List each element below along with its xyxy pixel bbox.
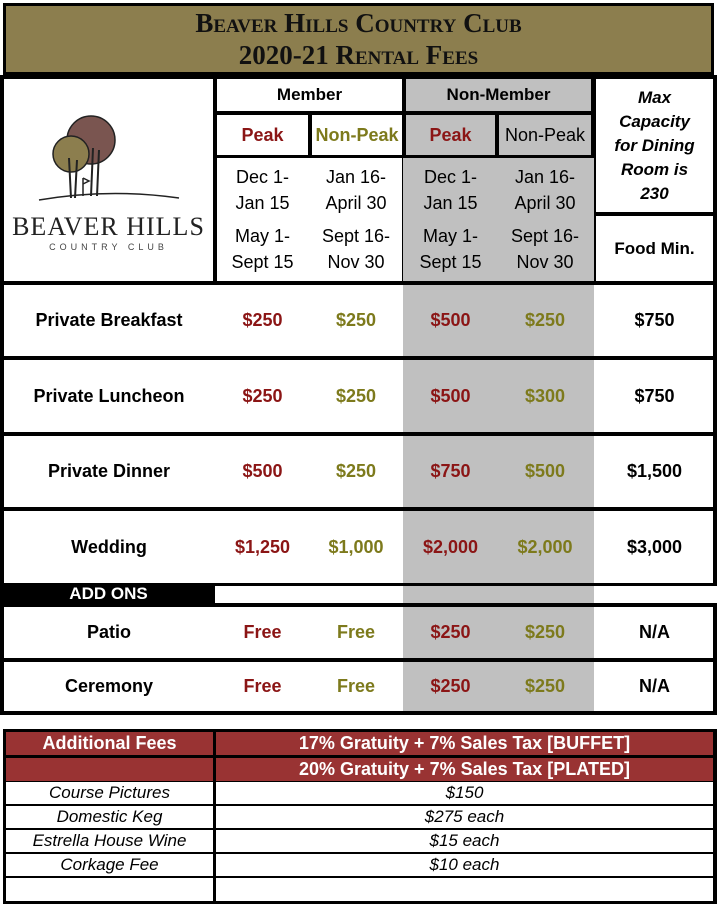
- addons-label: ADD ONS: [4, 585, 213, 603]
- fee-value: $3,000: [626, 536, 683, 557]
- date-range: [498, 219, 592, 279]
- nonmember-nonpeak-header: Non-Peak: [499, 115, 591, 155]
- date-line: Jan 16-: [325, 167, 387, 187]
- fee-empty-cell: [6, 758, 213, 781]
- additional-fees-label: Additional Fees: [6, 732, 213, 755]
- date-line: Nov 30: [327, 252, 385, 272]
- member-peak-header: Peak: [217, 115, 308, 155]
- date-line: Sept 15: [231, 252, 294, 272]
- fee-value: $300: [524, 385, 566, 406]
- fee-item-price: $10 each: [216, 854, 713, 876]
- plated-fee: 20% Gratuity + 7% Sales Tax [PLATED]: [216, 758, 713, 781]
- fee-value: $250: [524, 676, 566, 696]
- title-banner: [3, 3, 714, 75]
- buffet-fee: 17% Gratuity + 7% Sales Tax [BUFFET]: [216, 732, 713, 755]
- fee-value: $250: [242, 385, 283, 406]
- fee-item-price: $275 each: [216, 806, 713, 828]
- member-nonpeak-header: Non-Peak: [312, 115, 402, 155]
- title-line-1: Beaver Hills Country Club: [195, 8, 522, 38]
- date-line: Jan 15: [235, 193, 290, 213]
- fee-value: $500: [524, 461, 566, 481]
- addons-spacer-gray: [403, 586, 594, 603]
- date-line: Dec 1-: [235, 167, 289, 187]
- capacity-line: for Dining: [614, 135, 695, 155]
- title-line-2: 2020-21 Rental Fees: [238, 40, 479, 70]
- date-line: Sept 16-: [321, 226, 391, 246]
- fee-value: N/A: [639, 622, 670, 642]
- date-range: [217, 160, 308, 220]
- fee-item-price: $15 each: [216, 830, 713, 852]
- fee-item-name: Estrella House Wine: [6, 830, 213, 852]
- row-label: Private Dinner: [47, 461, 171, 481]
- fee-value: Free: [243, 676, 282, 696]
- date-range: [310, 160, 402, 220]
- fee-item-price: $150: [216, 782, 713, 804]
- logo-text: BEAVER HILLS: [12, 212, 205, 241]
- fee-value: $250: [430, 622, 471, 642]
- fee-value: $500: [430, 385, 471, 406]
- row-label: Wedding: [71, 536, 147, 557]
- fee-value: Free: [243, 622, 282, 642]
- member-header: Member: [217, 79, 402, 111]
- fee-item-name: [6, 878, 213, 901]
- fee-item-name: Domestic Keg: [6, 806, 213, 828]
- date-range: [498, 160, 592, 220]
- date-range: [406, 160, 495, 220]
- capacity-line: Room is: [620, 159, 689, 179]
- fee-value: Free: [336, 676, 376, 696]
- date-line: Dec 1-: [423, 167, 477, 187]
- fee-value: $250: [335, 385, 377, 406]
- fee-value: $750: [430, 461, 471, 481]
- fee-value: N/A: [639, 676, 670, 696]
- capacity-line: 230: [640, 183, 669, 203]
- row-label: Ceremony: [64, 676, 154, 696]
- non-member-header: Non-Member: [406, 79, 591, 111]
- fee-value: $1,000: [328, 536, 384, 557]
- logo-subtext: COUNTRY CLUB: [49, 242, 168, 252]
- fee-item-price: [216, 878, 713, 901]
- fee-value: $750: [634, 385, 675, 406]
- fee-value: $250: [242, 310, 283, 330]
- date-line: Nov 30: [516, 252, 574, 272]
- date-line: May 1-: [422, 226, 478, 246]
- date-line: Sept 15: [419, 252, 482, 272]
- fee-value: $2,000: [517, 536, 573, 557]
- date-line: Jan 15: [423, 193, 478, 213]
- fee-value: $2,000: [422, 536, 479, 557]
- fee-value: $1,250: [234, 536, 291, 557]
- date-range: [310, 219, 402, 279]
- fee-item-name: Corkage Fee: [6, 854, 213, 876]
- date-line: April 30: [514, 193, 576, 213]
- date-range: [406, 219, 495, 279]
- food-min-header: Food Min.: [596, 216, 713, 281]
- fee-value: $250: [335, 310, 377, 330]
- fee-value: $500: [430, 310, 471, 330]
- logo-trees-icon: [19, 108, 199, 218]
- fee-value: $250: [335, 461, 377, 481]
- capacity-note: [596, 79, 713, 212]
- fee-value: $500: [242, 461, 283, 481]
- nonmember-peak-header: Peak: [406, 115, 495, 155]
- row-label: Private Breakfast: [35, 310, 183, 330]
- date-line: Sept 16-: [510, 226, 580, 246]
- fee-value: Free: [336, 622, 376, 642]
- row-label: Private Luncheon: [33, 385, 185, 406]
- fee-value: $750: [634, 310, 675, 330]
- fee-value: $250: [524, 310, 566, 330]
- capacity-line: Max: [637, 87, 672, 107]
- date-line: Jan 16-: [514, 167, 576, 187]
- capacity-line: Capacity: [619, 111, 690, 131]
- fee-value: $250: [430, 676, 471, 696]
- fee-value: $1,500: [626, 461, 683, 481]
- fee-value: $250: [524, 622, 566, 642]
- logo-cell: [4, 79, 213, 281]
- date-line: May 1-: [234, 226, 290, 246]
- fee-item-name: Course Pictures: [6, 782, 213, 804]
- date-range: [217, 219, 308, 279]
- date-line: April 30: [325, 193, 387, 213]
- row-label: Patio: [86, 622, 131, 642]
